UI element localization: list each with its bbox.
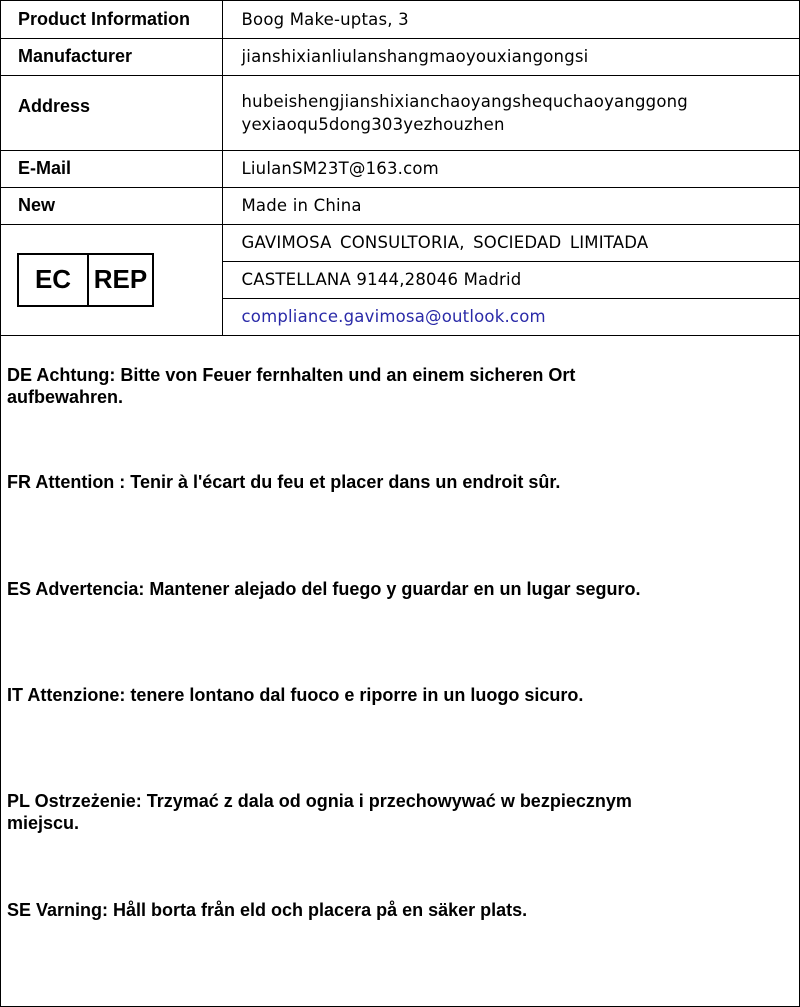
warning-fr — [7, 471, 747, 493]
warning-line: SE Varning: Håll borta från eld och placera på en säker plats. — [7, 900, 528, 920]
ec-badge-text: EC — [19, 255, 89, 305]
table-row — [1, 187, 799, 224]
table-row — [1, 224, 799, 261]
warning-line: ES Advertencia: Mantener alejado del fuego y guardar en un lugar seguro. — [7, 579, 641, 599]
table-row — [1, 75, 799, 150]
address-line-1: hubeishengjianshixianchaoyangshequchaoyanggong — [241, 92, 688, 111]
ec-rep-address: CASTELLANA 9144,28046 Madrid — [222, 261, 799, 298]
warning-line: miejscu. — [7, 813, 80, 833]
address-value — [222, 75, 799, 150]
ec-rep-email[interactable]: compliance.gavimosa@outlook.com — [222, 298, 799, 335]
table-row — [1, 1, 799, 38]
table-row — [1, 38, 799, 75]
row-label: Product Information — [1, 1, 222, 38]
address-line-2: yexiaoqu5dong303yezhouzhen — [241, 115, 505, 134]
warning-line: PL Ostrzeżenie: Trzymać z dala od ognia i przechowywać w bezpiecznym — [7, 791, 632, 811]
row-value: jianshixianliulanshangmaoyouxiangongsi — [222, 38, 799, 75]
row-value: Boog Make-uptas, 3 — [222, 1, 799, 38]
warning-line: DE Achtung: Bitte von Feuer fernhalten und an einem sicheren Ort — [7, 365, 576, 385]
row-label: Address — [1, 75, 222, 150]
row-label: New — [1, 187, 222, 224]
table-row — [1, 150, 799, 187]
product-info-table — [1, 1, 799, 336]
row-value: LiulanSM23T@163.com — [222, 150, 799, 187]
row-label: Manufacturer — [1, 38, 222, 75]
warning-se — [7, 899, 747, 921]
ec-rep-cell — [1, 224, 222, 335]
warning-pl — [7, 790, 747, 834]
warning-line: FR Attention : Tenir à l'écart du feu et placer dans un endroit sûr. — [7, 472, 561, 492]
warning-it — [7, 684, 747, 706]
warning-line: IT Attenzione: tenere lontano dal fuoco e riporre in un luogo sicuro. — [7, 685, 584, 705]
rep-badge-text: REP — [93, 264, 148, 294]
row-value: Made in China — [222, 187, 799, 224]
ec-rep-company: GAVIMOSA CONSULTORIA, SOCIEDAD LIMITADA — [222, 224, 799, 261]
warning-de — [7, 364, 747, 408]
warning-es — [7, 578, 747, 600]
row-label: E-Mail — [1, 150, 222, 187]
warning-line: aufbewahren. — [7, 387, 124, 407]
ec-rep-badge — [17, 253, 154, 307]
